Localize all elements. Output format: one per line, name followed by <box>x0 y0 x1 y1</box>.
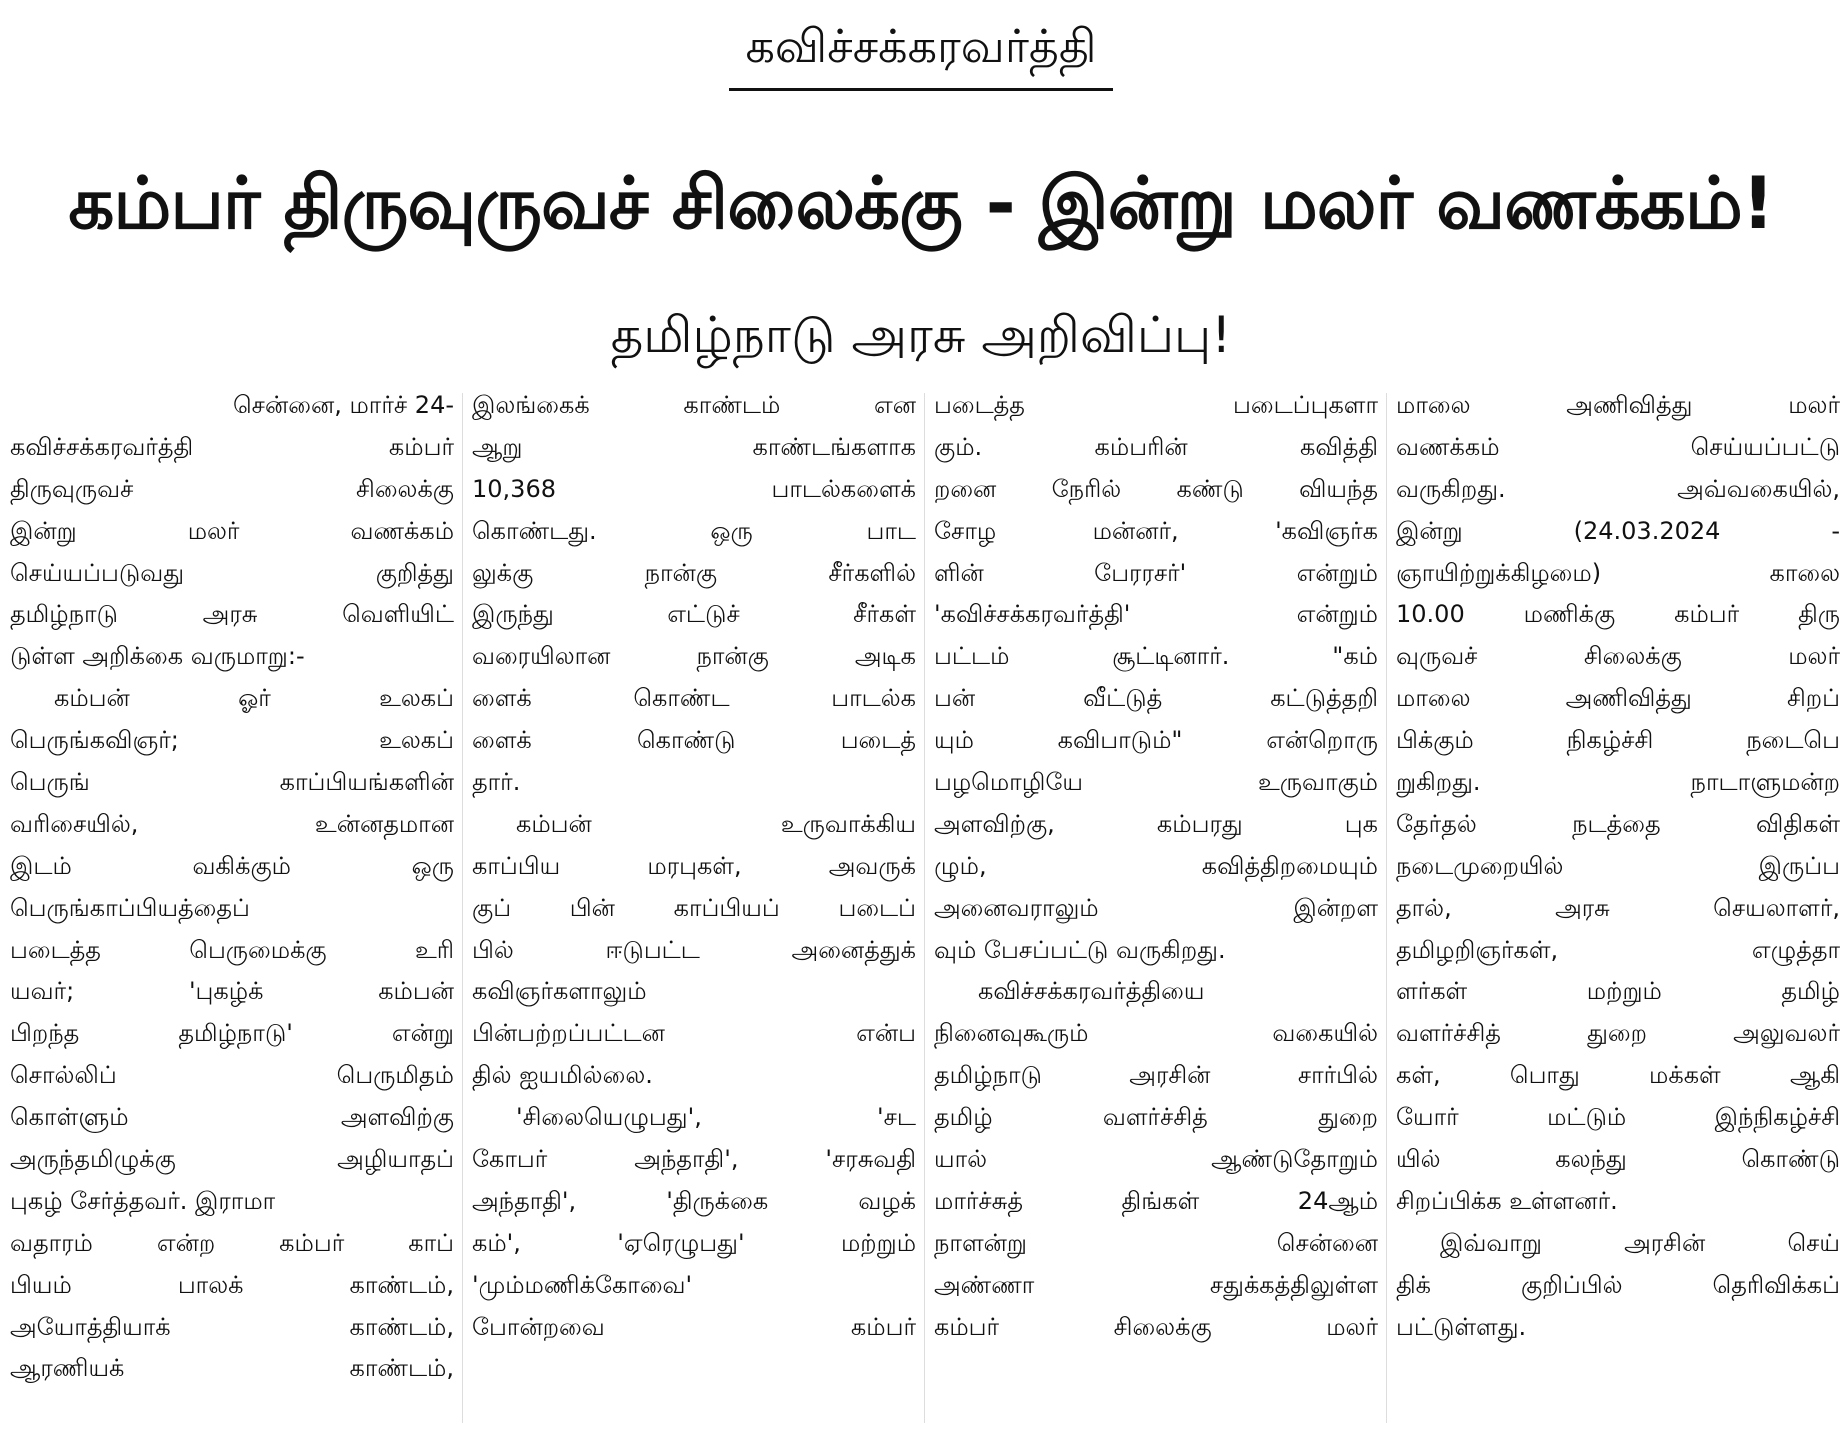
article-line: பியம் பாலக் காண்டம், <box>10 1270 454 1299</box>
column-3 <box>934 385 1378 1433</box>
article-line: றனை நேரில் கண்டு வியந்த <box>934 474 1378 503</box>
column-divider <box>462 393 463 1423</box>
article-line: ளைக் கொண்டு படைத் <box>472 726 916 755</box>
article-line: 'கவிச்சக்கரவர்த்தி' என்றும் <box>934 600 1378 629</box>
kicker-text: கவிச்சக்கரவர்த்தி <box>729 6 1112 91</box>
article-line: அண்ணா சதுக்கத்திலுள்ள <box>934 1270 1378 1299</box>
article-line: ளர்கள் மற்றும் தமிழ் <box>1396 977 1840 1006</box>
article-line: தமிழ் வளர்ச்சித் துறை <box>934 1103 1378 1132</box>
article-line: வளர்ச்சித் துறை அலுவலர் <box>1396 1019 1840 1048</box>
article-line: தில் ஐயமில்லை. <box>472 1061 653 1090</box>
article-line: 'மும்மணிக்கோவை' <box>472 1270 693 1299</box>
article-line: வரையிலான நான்கு அடிக <box>472 642 916 671</box>
article-line: கம்பன் உருவாக்கிய <box>516 809 916 838</box>
article-line: 'சிலையெழுபது', 'சட <box>516 1103 916 1132</box>
article-line: கும். கம்பரின் கவித்தி <box>934 432 1378 461</box>
article-line: வருகிறது. அவ்வகையில், <box>1396 474 1840 503</box>
article-line: சொல்லிப் பெருமிதம் <box>10 1061 454 1090</box>
article-line: படைத்த பெருமைக்கு உரி <box>10 935 454 964</box>
article-line: றுகிறது. நாடாளுமன்ற <box>1396 768 1840 797</box>
article-line: இன்று (24.03.2024 - <box>1396 516 1840 545</box>
article-line: வரிசையில், உன்னதமான <box>10 809 454 838</box>
article-line: 10,368 பாடல்களைக் <box>472 474 916 503</box>
kicker <box>0 6 1842 91</box>
article-line: வதாரம் என்ற கம்பர் காப் <box>10 1228 454 1257</box>
article-line: ஆறு காண்டங்களாக <box>472 432 916 461</box>
article-line: பிக்கும் நிகழ்ச்சி நடைபெ <box>1396 726 1840 755</box>
article-line: காப்பிய மரபுகள், அவருக் <box>472 851 916 880</box>
article-line: சிறப்பிக்க உள்ளனர். <box>1396 1186 1618 1215</box>
article-line: வுருவச் சிலைக்கு மலர் <box>1396 642 1840 671</box>
article-line: கோபர் அந்தாதி', 'சரசுவதி <box>472 1145 916 1174</box>
article-body <box>10 385 1840 1433</box>
article-line: இருந்து எட்டுச் சீர்கள் <box>472 600 916 629</box>
headline: கம்பர் திருவுருவச் சிலைக்கு - இன்று மலர் வணக்கம்! <box>68 161 1774 245</box>
article-line: போன்றவை கம்பர் <box>472 1312 916 1341</box>
article-line: திக் குறிப்பில் தெரிவிக்கப் <box>1396 1270 1840 1299</box>
article-line: அயோத்தியாக் காண்டம், <box>10 1312 454 1341</box>
article-line: பழமொழியே உருவாகும் <box>934 768 1378 797</box>
article-line: பட்டுள்ளது. <box>1396 1312 1527 1341</box>
column-2 <box>472 385 916 1433</box>
article-line: பட்டம் சூட்டினார். "கம் <box>934 642 1378 671</box>
article-line: குப் பின் காப்பியப் படைப் <box>472 893 916 922</box>
article-line: தால், அரசு செயலாளர், <box>1396 893 1840 922</box>
article-line: பெருங்காப்பியத்தைப் <box>10 893 250 922</box>
article-line: நாளன்று சென்னை <box>934 1228 1378 1257</box>
article-line: மாலை அணிவித்து மலர் <box>1396 391 1840 419</box>
column-1 <box>10 385 454 1433</box>
article-line: கள், பொது மக்கள் ஆகி <box>1396 1061 1840 1090</box>
article-line: கவிச்சக்கரவர்த்தியை <box>978 977 1205 1006</box>
article-line: கவிஞர்களாலும் <box>472 977 647 1006</box>
article-line: அனைவராலும் இன்றள <box>934 893 1378 922</box>
article-line: நடைமுறையில் இருப்ப <box>1396 851 1840 880</box>
article-line: சென்னை, மார்ச் 24- <box>233 391 454 419</box>
column-divider <box>1386 393 1387 1423</box>
article-line: ளைக் கொண்ட பாடல்க <box>472 684 916 713</box>
article-line: யவர்; 'புகழ்க் கம்பன் <box>10 977 454 1006</box>
article-line: பில் ஈடுபட்ட அனைத்துக் <box>472 935 916 964</box>
article-line: வணக்கம் செய்யப்பட்டு <box>1396 432 1840 461</box>
article-line: இவ்வாறு அரசின் செய் <box>1440 1228 1840 1257</box>
article-line: இலங்கைக் காண்டம் என <box>472 391 916 419</box>
article-line: கொள்ளும் அளவிற்கு <box>10 1103 454 1132</box>
article-line: புகழ் சேர்த்தவர். இராமா <box>10 1186 276 1215</box>
article-line: அந்தாதி', 'திருக்கை வழக் <box>472 1186 916 1215</box>
article-line: செய்யப்படுவது குறித்து <box>10 558 454 587</box>
article-line: டுள்ள அறிக்கை வருமாறு:- <box>10 642 305 671</box>
article-line: திருவுருவச் சிலைக்கு <box>10 474 454 503</box>
article-line: தார். <box>472 768 521 797</box>
article-line: ளின் பேரரசர்' என்றும் <box>934 558 1378 587</box>
article-line: சோழ மன்னர், 'கவிஞர்க <box>934 516 1378 545</box>
article-line: கம்பன் ஓர் உலகப் <box>54 684 454 713</box>
article-line: மாலை அணிவித்து சிறப் <box>1396 684 1840 713</box>
article-line: நினைவுகூரும் வகையில் <box>934 1019 1378 1048</box>
article-line: கொண்டது. ஒரு பாட <box>472 516 916 545</box>
article-line: லுக்கு நான்கு சீர்களில் <box>472 558 916 587</box>
article-line: யால் ஆண்டுதோறும் <box>934 1145 1378 1174</box>
article-line: இன்று மலர் வணக்கம் <box>10 516 454 545</box>
article-line: தமிழ்நாடு அரசின் சார்பில் <box>934 1061 1378 1090</box>
article-line: ழும், கவித்திறமையும் <box>934 851 1378 880</box>
article-line: யில் கலந்து கொண்டு <box>1396 1145 1840 1174</box>
article-line: பின்பற்றப்பட்டன என்ப <box>472 1019 916 1048</box>
article-line: 10.00 மணிக்கு கம்பர் திரு <box>1396 600 1840 629</box>
article-line: யும் கவிபாடும்" என்றொரு <box>934 726 1378 755</box>
subheadline: தமிழ்நாடு அரசு அறிவிப்பு! <box>610 306 1232 364</box>
article-line: கம்', 'ஏரெழுபது' மற்றும் <box>472 1228 916 1257</box>
article-line: மார்ச்சுத் திங்கள் 24ஆம் <box>934 1186 1378 1215</box>
article-line: கவிச்சக்கரவர்த்தி கம்பர் <box>10 432 454 461</box>
article-line: பன் வீட்டுத் கட்டுத்தறி <box>934 684 1378 713</box>
article-line: யோர் மட்டும் இந்நிகழ்ச்சி <box>1396 1103 1840 1132</box>
article-line: கம்பர் சிலைக்கு மலர் <box>934 1312 1378 1341</box>
article-line: பெருங் காப்பியங்களின் <box>10 768 454 797</box>
article-line: அருந்தமிழுக்கு அழியாதப் <box>10 1145 454 1174</box>
article-line: ஆரணியக் காண்டம், <box>10 1354 454 1383</box>
article-line: தமிழறிஞர்கள், எழுத்தா <box>1396 935 1840 964</box>
article-line: தேர்தல் நடத்தை விதிகள் <box>1396 809 1840 838</box>
article-line: ஞாயிற்றுக்கிழமை) காலை <box>1396 558 1840 587</box>
article-line: அளவிற்கு, கம்பரது புக <box>934 809 1378 838</box>
article-line: படைத்த படைப்புகளா <box>934 391 1378 419</box>
article-line: வும் பேசப்பட்டு வருகிறது. <box>934 935 1226 964</box>
article-line: இடம் வகிக்கும் ஒரு <box>10 851 454 880</box>
column-divider <box>924 393 925 1423</box>
article-line: பெருங்கவிஞர்; உலகப் <box>10 726 454 755</box>
column-4 <box>1396 385 1840 1433</box>
article-line: தமிழ்நாடு அரசு வெளியிட் <box>10 600 454 629</box>
article-line: பிறந்த தமிழ்நாடு' என்று <box>10 1019 454 1048</box>
